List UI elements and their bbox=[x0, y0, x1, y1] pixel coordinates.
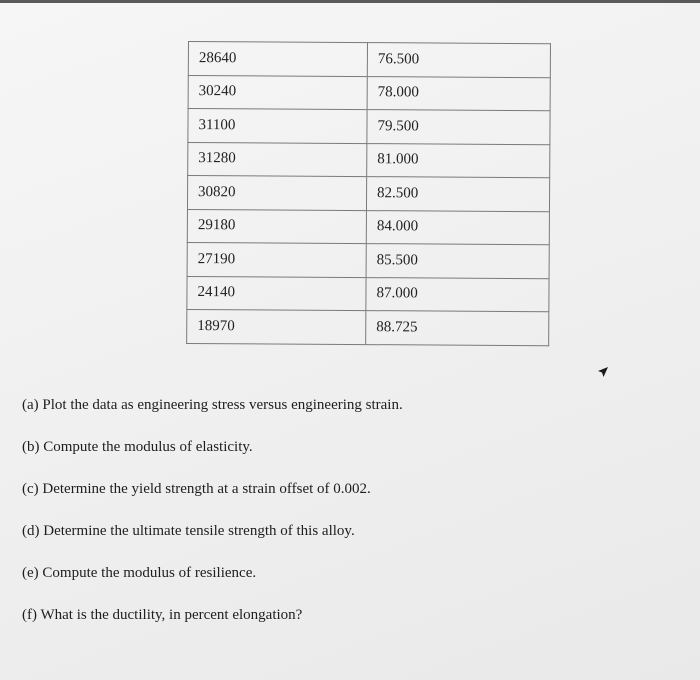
load-cell: 30240 bbox=[188, 75, 367, 110]
screen-top-edge bbox=[0, 0, 700, 3]
question-a: (a) Plot the data as engineering stress versus engineering strain. bbox=[22, 397, 403, 413]
load-cell: 30820 bbox=[187, 176, 366, 211]
length-cell: 88.725 bbox=[366, 311, 549, 346]
length-cell: 82.500 bbox=[366, 177, 549, 212]
length-cell: 85.500 bbox=[366, 244, 549, 279]
load-cell: 18970 bbox=[187, 309, 366, 344]
table-row bbox=[187, 209, 549, 245]
question-list bbox=[22, 395, 662, 647]
question-c: (c) Determine the yield strength at a strain offset of 0.002. bbox=[22, 481, 371, 497]
question-b: (b) Compute the modulus of elasticity. bbox=[22, 439, 253, 455]
table-row bbox=[188, 142, 550, 178]
data-table bbox=[186, 41, 551, 346]
table-row bbox=[188, 109, 550, 145]
length-cell: 81.000 bbox=[367, 143, 550, 178]
mouse-pointer-icon bbox=[597, 366, 609, 378]
question-f: (f) What is the ductility, in percent elongation? bbox=[22, 607, 303, 623]
length-cell: 79.500 bbox=[367, 110, 550, 145]
table-row bbox=[187, 242, 549, 278]
question-e: (e) Compute the modulus of resilience. bbox=[22, 565, 257, 581]
length-cell: 76.500 bbox=[367, 43, 550, 78]
load-cell: 27190 bbox=[187, 242, 366, 277]
load-cell: 31280 bbox=[188, 142, 367, 177]
length-cell: 84.000 bbox=[366, 210, 549, 245]
length-cell: 87.000 bbox=[366, 277, 549, 312]
table-row bbox=[188, 42, 550, 78]
load-cell: 28640 bbox=[188, 42, 367, 77]
length-cell: 78.000 bbox=[367, 76, 550, 111]
table-row bbox=[187, 276, 549, 312]
load-cell: 24140 bbox=[187, 276, 366, 311]
table-row bbox=[187, 309, 549, 345]
table-row bbox=[188, 75, 550, 111]
table-row bbox=[187, 176, 549, 212]
load-cell: 29180 bbox=[187, 209, 366, 244]
load-cell: 31100 bbox=[188, 109, 367, 144]
question-d: (d) Determine the ultimate tensile strength of this alloy. bbox=[22, 523, 355, 539]
